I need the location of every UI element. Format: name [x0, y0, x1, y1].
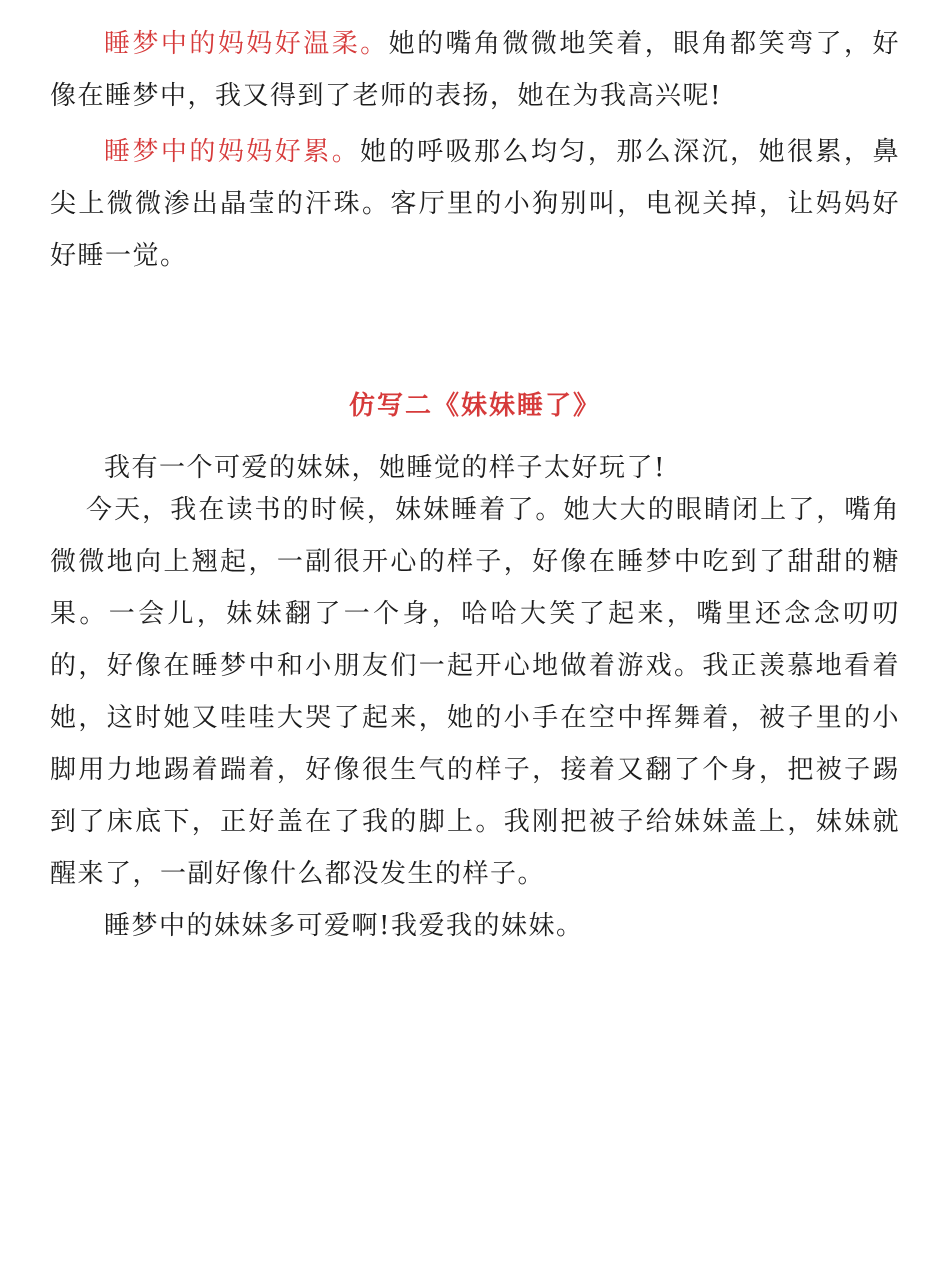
paragraph-text: 她的嘴角微微地笑着，眼角都笑弯了，好像在睡梦中，我又得到了老师的表扬，她在为我高兴呢! [50, 29, 900, 111]
essay2-paragraph-1: 我有一个可爱的妹妹，她睡觉的样子太好玩了! [104, 453, 666, 483]
essay1-paragraph-2 [50, 126, 900, 282]
highlight-sentence: 睡梦中的妈妈好温柔。 [104, 29, 389, 59]
essay2-paragraph-3: 睡梦中的妹妹多可爱啊!我爱我的妹妹。 [104, 911, 584, 941]
essay2-title: 仿写二《妹妹睡了》 [348, 391, 601, 421]
essay1-paragraph-1 [50, 18, 900, 122]
essay2-paragraph-2: 今天，我在读书的时候，妹妹睡着了。她大大的眼睛闭上了，嘴角微微地向上翘起，一副很开心的样子，好像在睡梦中吃到了甜甜的糖果。一会儿，妹妹翻了一个身，哈哈大笑了起来，嘴里还念念叨叨的，好像在睡梦中和小朋友们一起开心地做着游戏。我正羡慕地看着她，这时她又哇哇大哭了起来，她的小手在空中挥舞着，被子里的小脚用力地踢着踹着，好像很生气的样子，接着又翻了个身，把被子踢到了床底下，正好盖在了我的脚上。我刚把被子给妹妹盖上，妹妹就醒来了，一副好像什么都没发生的样子。 [50, 495, 900, 889]
paragraph-text: 她的呼吸那么均匀，那么深沉，她很累，鼻尖上微微渗出晶莹的汗珠。客厅里的小狗别叫，电视关掉，让妈妈好好睡一觉。 [50, 137, 900, 271]
highlight-sentence: 睡梦中的妈妈好累。 [104, 137, 361, 167]
